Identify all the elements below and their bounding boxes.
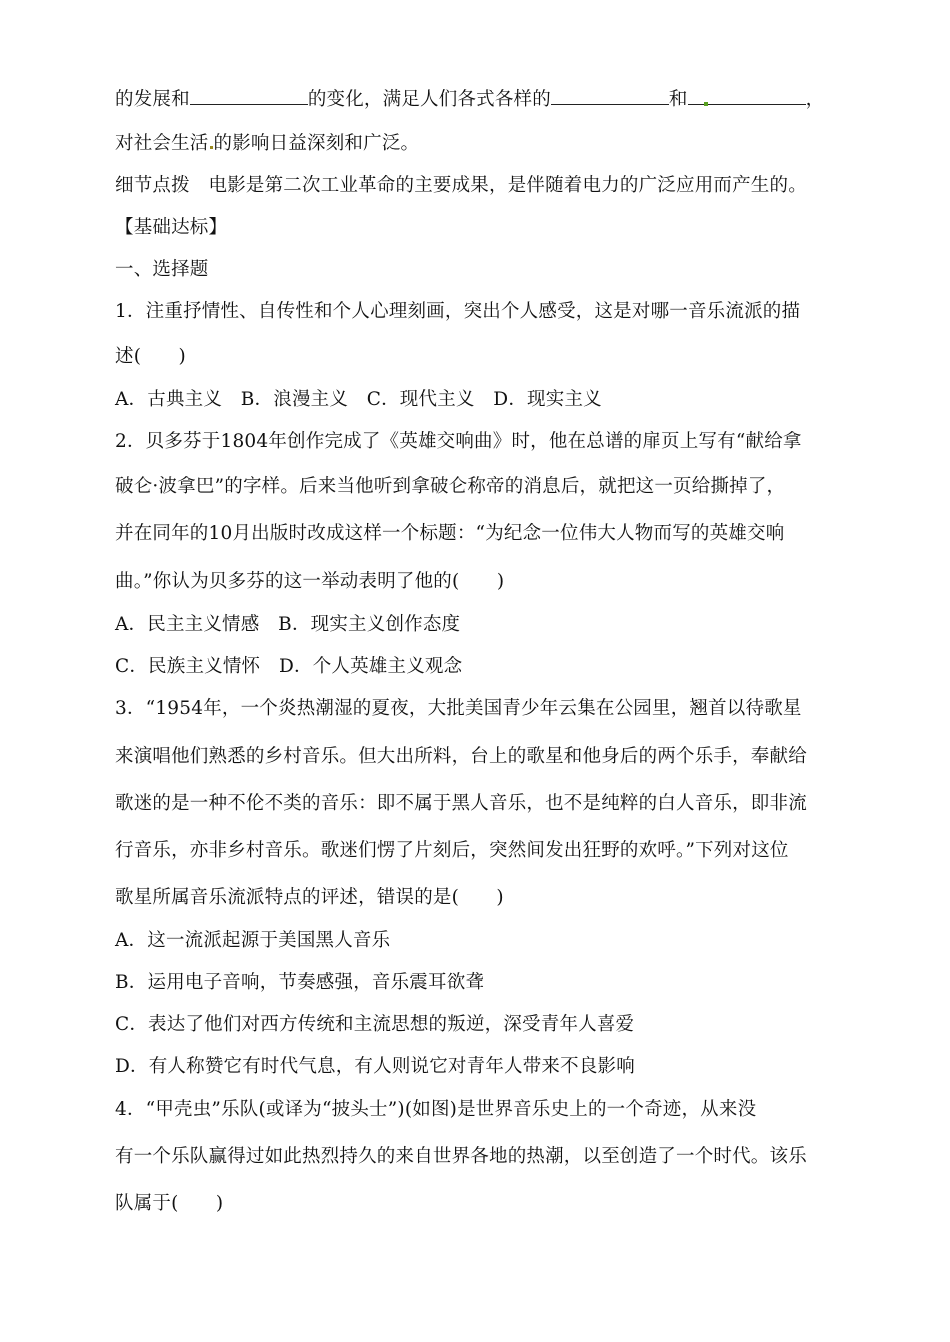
question-3-line-3: 歌迷的是一种不伦不类的音乐：即不属于黑人音乐，也不是纯粹的白人音乐，即非流 bbox=[115, 793, 807, 814]
question-3-option-b: B．运用电子音响，节奏感强，音乐震耳欲聋 bbox=[115, 972, 485, 993]
detail-note: 细节点拨 电影是第二次工业革命的主要成果，是伴随着电力的广泛应用而产生的。 bbox=[115, 175, 807, 196]
fill-blank-3 bbox=[688, 86, 806, 105]
question-2-option-row-1: A．民主主义情感 B．现实主义创作态度 bbox=[115, 614, 461, 635]
question-2-option-row-2: C．民族主义情怀 D．个人英雄主义观念 bbox=[115, 656, 463, 677]
question-3-line-5: 歌星所属音乐流派特点的评述，错误的是( ) bbox=[115, 887, 504, 908]
section-heading: 【基础达标】 bbox=[115, 217, 228, 238]
intro-text-3: 和 bbox=[668, 89, 688, 110]
intro-line-1 bbox=[115, 86, 824, 112]
intro-text-4: ， bbox=[805, 89, 825, 110]
question-4-line-3: 队属于( ) bbox=[115, 1193, 224, 1214]
question-2-line-2: 破仑·波拿巴”的字样。后来当他听到拿破仑称帝的消息后，就把这一页给撕掉了， bbox=[115, 476, 786, 497]
intro-text-6: 的影响日益深刻和广泛。 bbox=[213, 133, 420, 154]
stray-dot bbox=[210, 146, 213, 149]
question-3-option-d: D．有人称赞它有时代气息，有人则说它对青年人带来不良影响 bbox=[115, 1056, 635, 1077]
fill-blank-2 bbox=[551, 86, 669, 105]
fill-blank-1 bbox=[190, 86, 308, 105]
question-1-line-2: 述( ) bbox=[115, 346, 186, 367]
question-3-line-4: 行音乐，亦非乡村音乐。歌迷们愣了片刻后，突然间发出狂野的欢呼。”下列对这位 bbox=[115, 840, 789, 861]
question-4-line-2: 有一个乐队赢得过如此热烈持久的来自世界各地的热潮，以至创造了一个时代。该乐 bbox=[115, 1146, 807, 1167]
question-3-option-a: A．这一流派起源于美国黑人音乐 bbox=[115, 930, 391, 951]
intro-text-1: 的发展和 bbox=[115, 89, 190, 110]
question-1-options: A．古典主义 B．浪漫主义 C．现代主义 D．现实主义 bbox=[115, 389, 602, 410]
question-1-line-1: 1．注重抒情性、自传性和个人心理刻画，突出个人感受，这是对哪一音乐流派的描 bbox=[115, 301, 801, 322]
question-3-line-2: 来演唱他们熟悉的乡村音乐。但大出所料，台上的歌星和他身后的两个乐手，奉献给 bbox=[115, 746, 807, 767]
question-2-line-4: 曲。”你认为贝多芬的这一举动表明了他的( ) bbox=[115, 571, 505, 592]
stray-mark bbox=[704, 102, 708, 106]
question-2-line-1: 2．贝多芬于1804年创作完成了《英雄交响曲》时，他在总谱的扉页上写有“献给拿 bbox=[115, 431, 802, 452]
intro-text-5: 对社会生活 bbox=[115, 133, 209, 154]
question-3-option-c: C．表达了他们对西方传统和主流思想的叛逆，深受青年人喜爱 bbox=[115, 1014, 635, 1035]
section-subheading: 一、选择题 bbox=[115, 259, 209, 280]
intro-line-2 bbox=[115, 132, 419, 156]
question-4-line-1: 4．“甲壳虫”乐队(或译为“披头士”)(如图)是世界音乐史上的一个奇迹，从来没 bbox=[115, 1099, 757, 1120]
question-2-line-3: 并在同年的10月出版时改成这样一个标题：“为纪念一位伟大人物而写的英雄交响 bbox=[115, 523, 785, 544]
intro-text-2: 的变化，满足人们各式各样的 bbox=[307, 89, 551, 110]
question-3-line-1: 3．“1954年，一个炎热潮湿的夏夜，大批美国青少年云集在公园里，翘首以待歌星 bbox=[115, 698, 802, 719]
